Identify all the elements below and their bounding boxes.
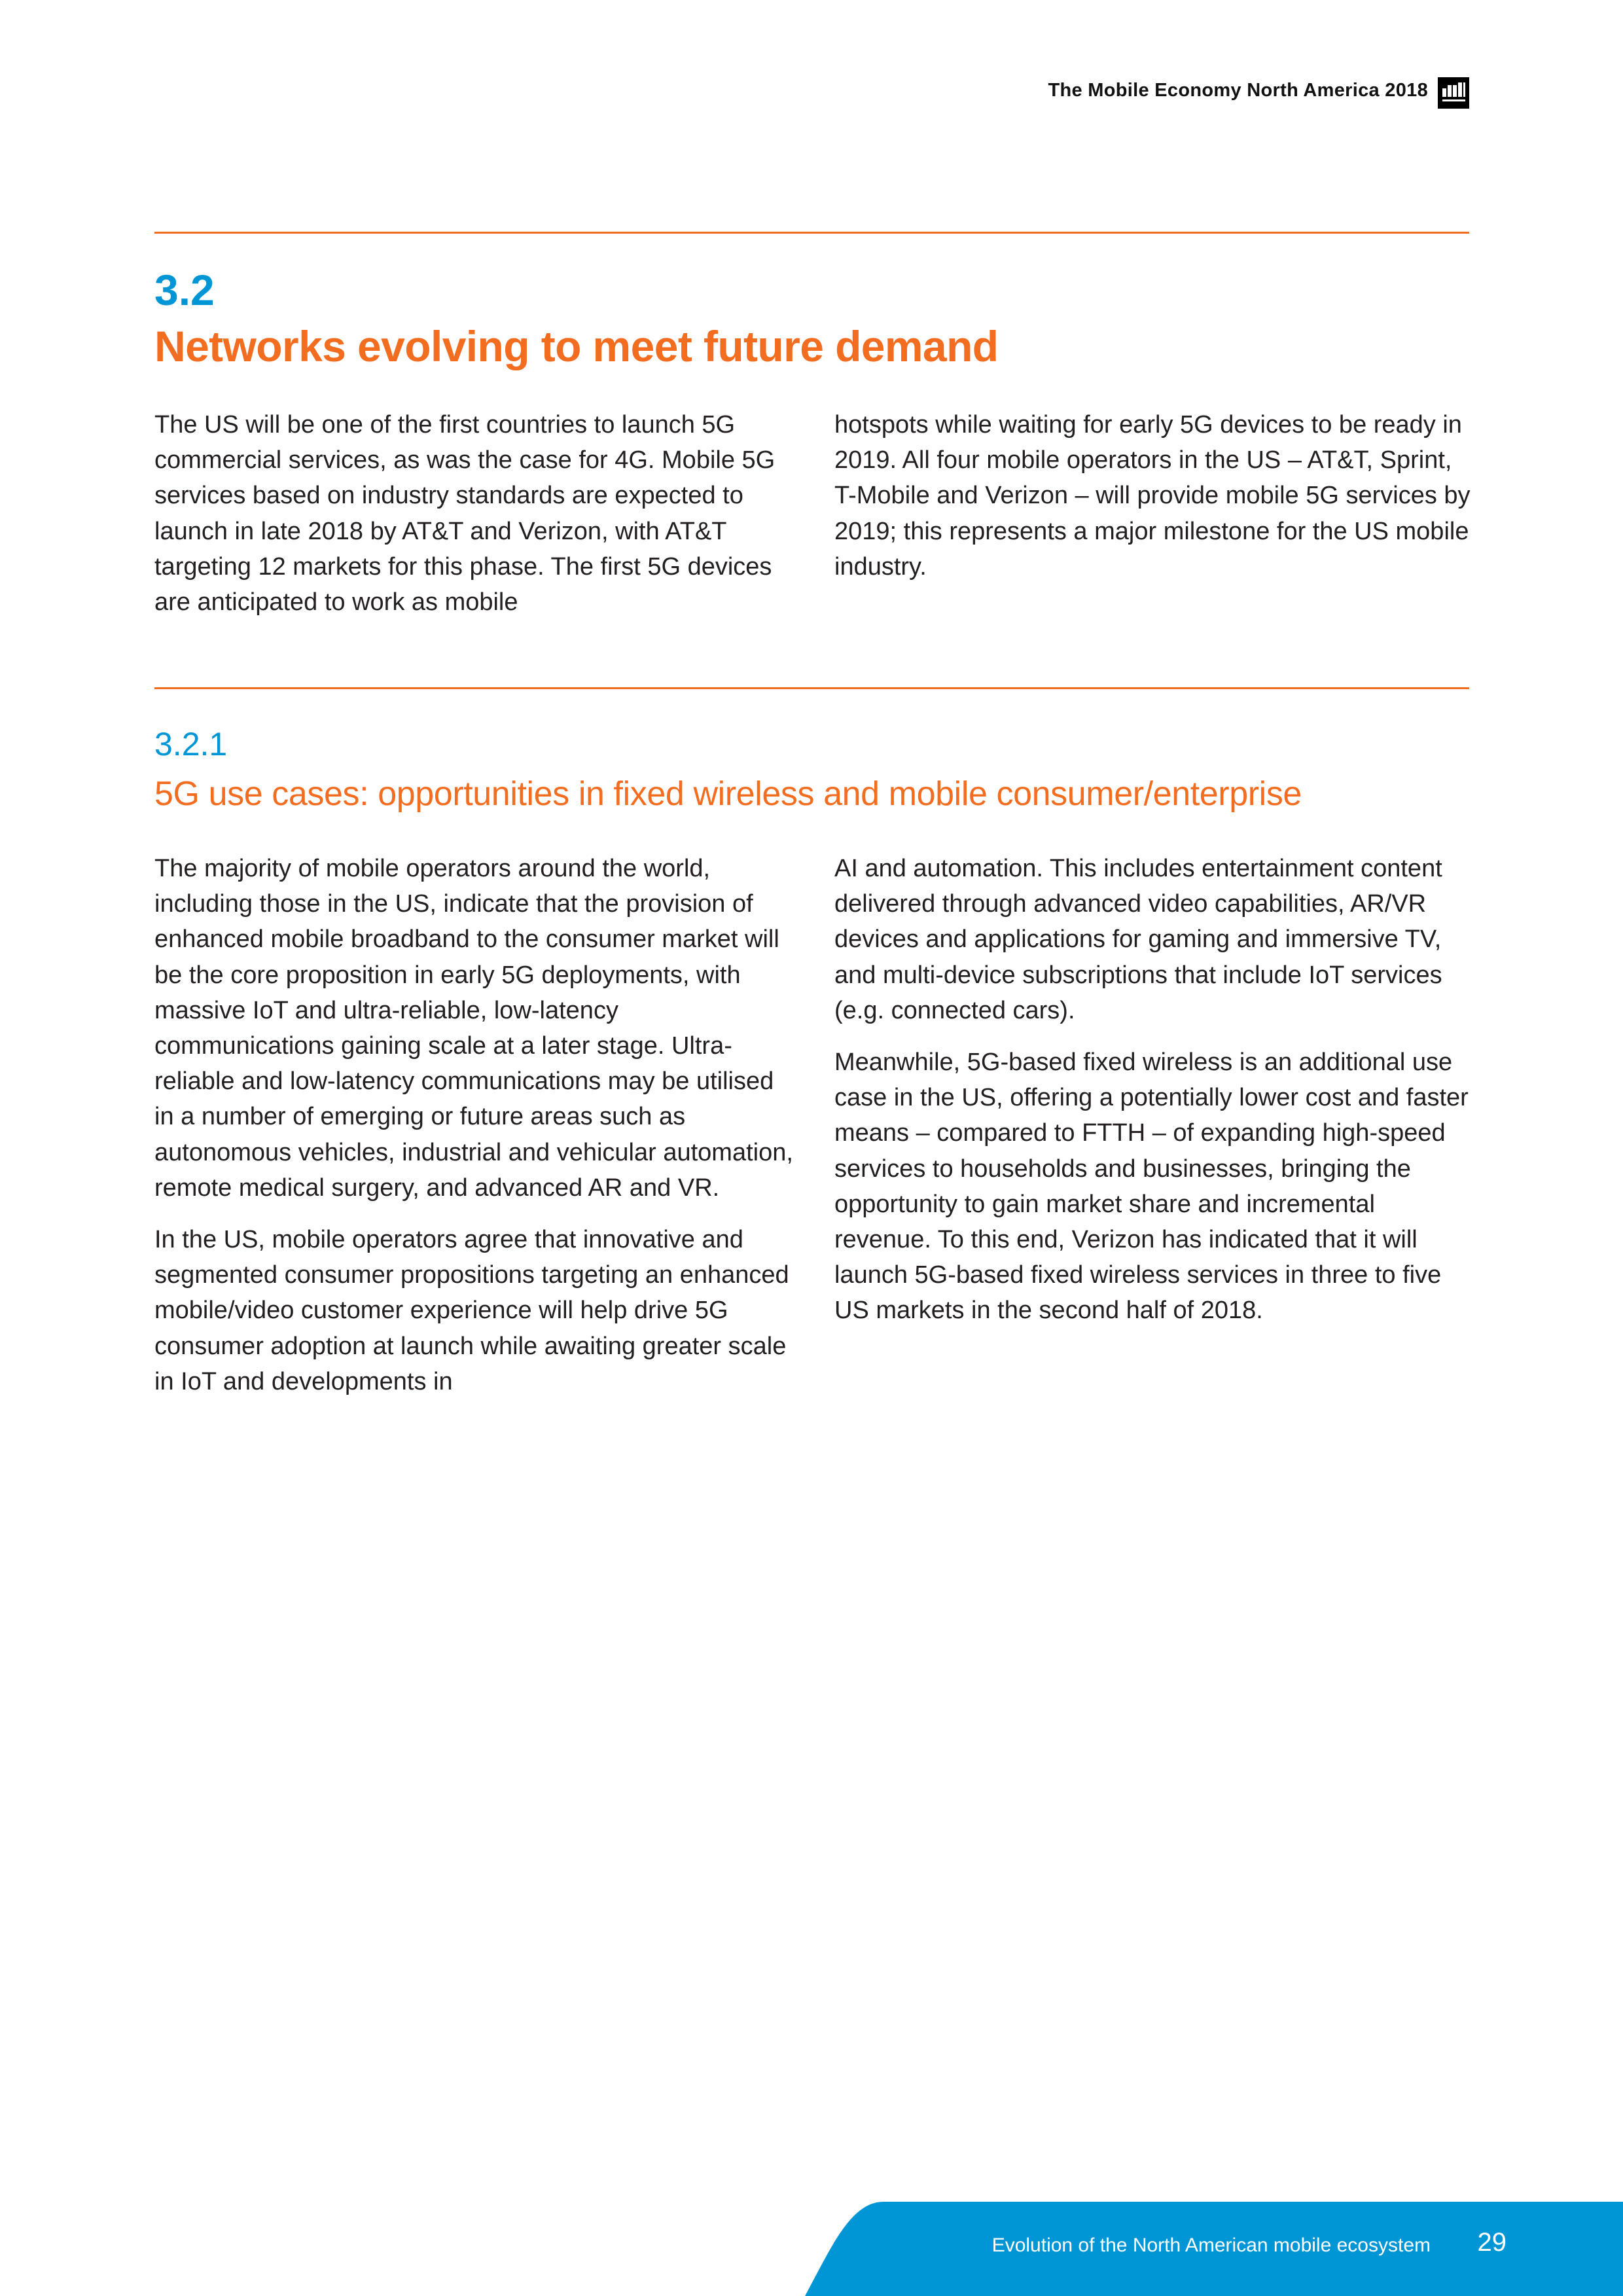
subsection-divider [154,687,1469,689]
paragraph: Meanwhile, 5G-based fixed wireless is an additional use case in the US, offering a potentially lower cost and faster means – compared to FTTH – of expanding high-speed services to households and businesses, bringing the opportunity to gain market share and incremental revenue. To this end, Verizon has indicated that it will launch 5G-based fixed wireless services in three to five US markets in the second half of 2018. [834,1049,1469,1325]
section-intro-right-column [834,407,1476,601]
page-number: 29 [1477,2228,1507,2257]
section-divider [154,232,1469,234]
paragraph: The majority of mobile operators around the world, including those in the US, indicate that the provision of enhanced mobile broadband to the consumer market will be the core proposition in early 5G deployments, with massive IoT and ultra-reliable, low-latency communications gaining scale at a later stage. Ultra-reliable and low-latency communications may be utilised in a number of emerging or future areas such as autonomous vehicles, industrial and vehicular automation, remote medical surgery, and advanced AR and VR. [154,855,793,1202]
subsection-number: 3.2.1 [154,726,228,762]
paragraph: AI and automation. This includes entertainment content delivered through advanced video capabilities, AR/VR devices and applications for gaming and immersive TV, and multi-device subscriptions that include IoT services (e.g. connected cars). [834,855,1442,1024]
footer-chapter-label: Evolution of the North American mobile ecosystem [991,2234,1431,2256]
subsection-right-column [834,851,1476,1345]
section-heading: Networks evolving to meet future demand [154,322,999,370]
paragraph: The US will be one of the first countries to launch 5G commercial services, as was the case for 4G. Mobile 5G services based on industry standards are expected to launch in late 2018 by AT&T and Verizon, with AT&T targeting 12 markets for this phase. The first 5G devices are anticipated to work as mobile [154,411,776,617]
section-intro-left-column [154,407,796,636]
running-header-title: The Mobile Economy North America 2018 [1048,80,1428,101]
paragraph: hotspots while waiting for early 5G devices to be ready in 2019. All four mobile operators in the US – AT&T, Sprint, T-Mobile and Verizon – will provide mobile 5G services by 2019; this represents a major milestone for the US mobile industry. [834,411,1471,581]
subsection-left-column [154,851,796,1416]
subsection-heading: 5G use cases: opportunities in fixed wireless and mobile consumer/enterprise [154,775,1302,813]
section-number: 3.2 [154,266,215,314]
paragraph: In the US, mobile operators agree that innovative and segmented consumer propositions targeting an enhanced mobile/video customer experience will help drive 5G consumer adoption at launch while awaiting greater scale in IoT and developments in [154,1226,789,1395]
gsma-logo-mark [1438,77,1469,109]
gsma-logo-icon [1438,77,1469,109]
